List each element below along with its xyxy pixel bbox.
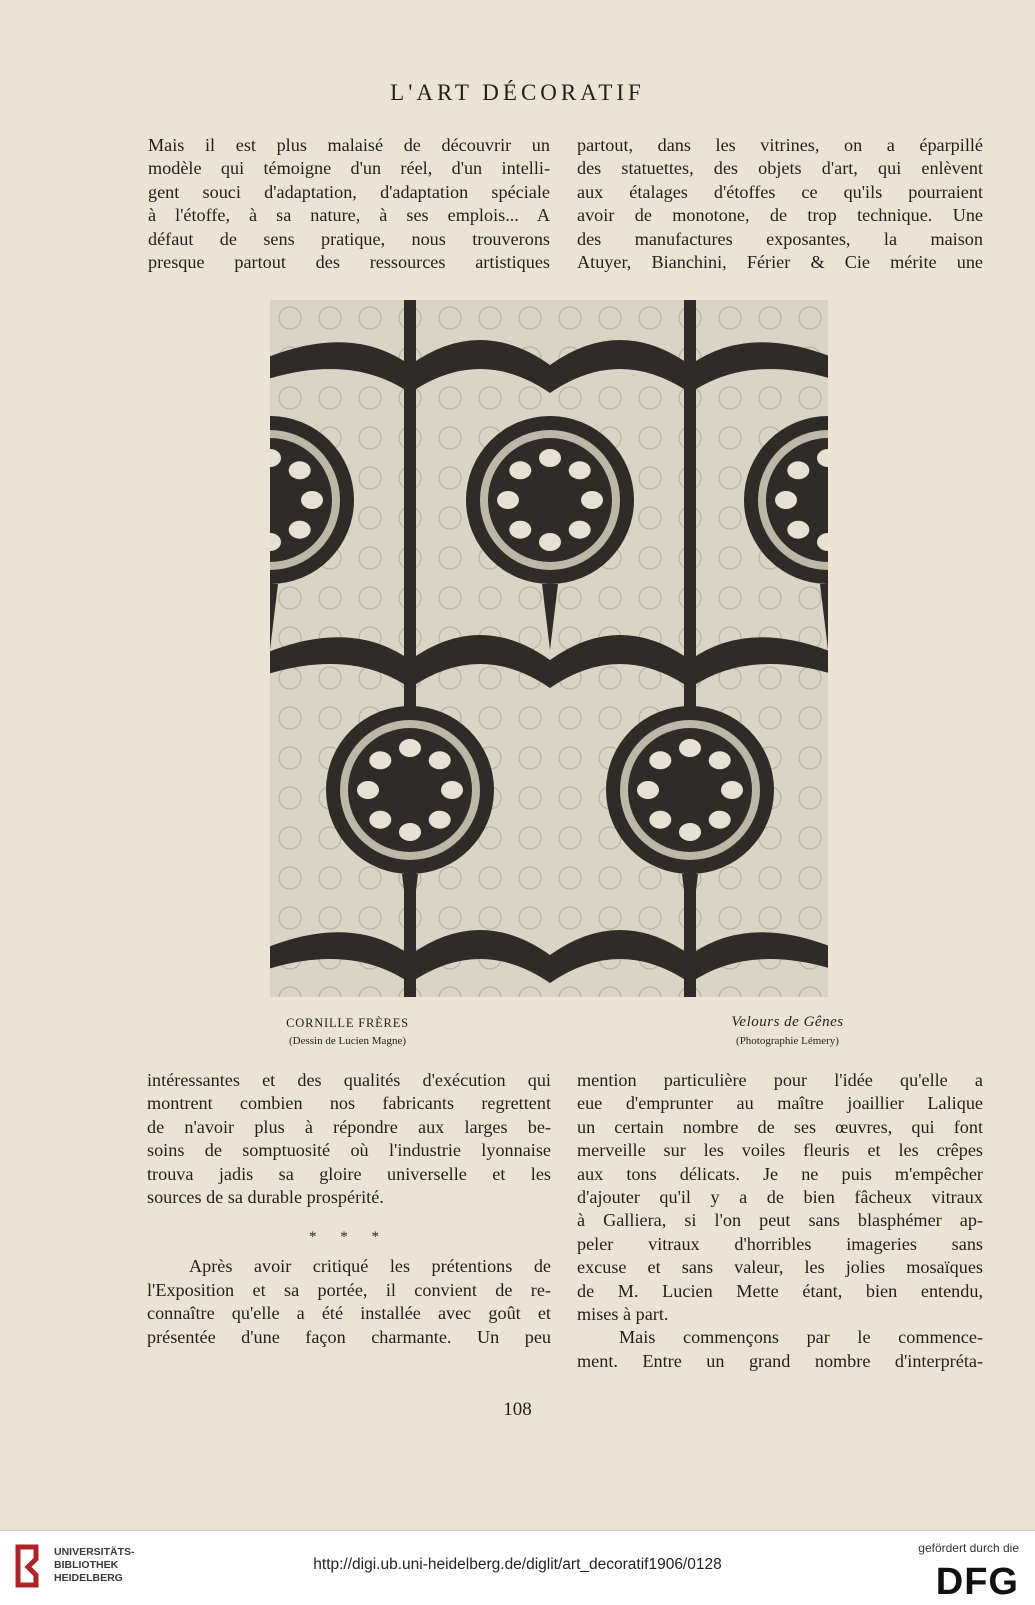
section-break-asterism: * * * [309, 1229, 389, 1246]
text-line: Mais commençons par le commence- [619, 1327, 983, 1348]
permalink-url[interactable]: http://digi.ub.uni-heidelberg.de/diglit/art_decoratif1906/0128 [313, 1556, 722, 1573]
column-top-left [148, 134, 550, 274]
text-line: excuse et sans valeur, les jolies mosaïques [577, 1257, 983, 1278]
rosette-petal [369, 751, 391, 769]
rosette-petal [429, 811, 451, 829]
rosette-petal [679, 739, 701, 757]
rosette-petal [509, 461, 531, 479]
viewer-footer-bar [0, 1530, 1035, 1605]
text-line: Atuyer, Bianchini, Férier & Cie mérite une [577, 252, 983, 273]
caption-photographer: (Photographie Lémery) [736, 1035, 839, 1047]
rosette-petal [637, 781, 659, 799]
text-line: aux étalages d'étoffes ce qu'ils pourraient [577, 181, 983, 202]
rosette-petal [399, 823, 421, 841]
caption-right [680, 1016, 895, 1047]
text-line: de M. Lucien Mette étant, bien entendu, [577, 1280, 983, 1301]
text-line: d'ajouter qu'il y a de bien fâcheux vitraux [577, 1187, 983, 1208]
rosette-petal [369, 811, 391, 829]
column-bottom-right [577, 1069, 983, 1373]
caption-left [240, 1016, 455, 1047]
text-line: l'Exposition et sa portée, il convient de re- [147, 1279, 551, 1300]
dfg-logo: DFG [935, 1561, 1019, 1603]
rosette-petal [569, 461, 591, 479]
rosette-petal [289, 521, 311, 539]
rosette-petal [399, 739, 421, 757]
fabric-plate-image [270, 300, 828, 997]
column-bottom-left [147, 1069, 551, 1349]
text-line: ment. Entre un grand nombre d'interpréta- [577, 1350, 983, 1371]
library-name: UNIVERSITÄTS- BIBLIOTHEK HEIDELBERG [54, 1546, 135, 1584]
text-line: des statuettes, des objets d'art, qui enlèvent [577, 158, 983, 179]
text-line: merveille sur les voiles fleuris et les crêpes [577, 1140, 983, 1161]
text-line: à Galliera, si l'on peut sans blasphémer ap- [577, 1210, 983, 1231]
rosette-petal [357, 781, 379, 799]
text-line: à l'étoffe, à sa nature, à ses emplois... A [148, 205, 550, 226]
text-line: intéressantes et des qualités d'exécution qui [147, 1070, 551, 1090]
text-line: Après avoir critiqué les prétentions de [189, 1256, 551, 1277]
rosette-petal [569, 521, 591, 539]
text-line: un certain nombre de ses œuvres, qui font [577, 1116, 983, 1137]
rosette-petal [539, 449, 561, 467]
text-line: sources de sa durable prospérité. [147, 1187, 384, 1208]
velours-pattern-illustration [270, 300, 828, 997]
funding-label: gefördert durch die [918, 1541, 1019, 1555]
rosette-petal [539, 533, 561, 551]
rosette-petal [429, 751, 451, 769]
running-head: L'ART DÉCORATIF [390, 80, 645, 105]
text-line: eue d'emprunter au maître joaillier Lalique [577, 1093, 983, 1114]
caption-title: Velours de Gênes [731, 1014, 844, 1030]
text-line: montrent combien nos fabricants regrettent [147, 1093, 551, 1114]
text-line: défaut de sens pratique, nous trouverons [148, 228, 550, 249]
text-line: trouva jadis sa gloire universelle et les [147, 1163, 551, 1184]
column-top-right [577, 134, 983, 274]
rosette-petal [581, 491, 603, 509]
text-line: modèle qui témoigne d'un réel, d'un intelli- [148, 158, 550, 179]
text-line: aux tons délicats. Je ne puis m'empêcher [577, 1163, 983, 1184]
text-line: des manufactures exposantes, la maison [577, 228, 983, 249]
rosette-petal [441, 781, 463, 799]
rosette-petal [787, 461, 809, 479]
rosette-petal [649, 811, 671, 829]
text-line: presque partout des ressources artistiques [148, 252, 550, 273]
text-line: connaître qu'elle a été installée avec goût et [147, 1303, 551, 1324]
rosette-petal [301, 491, 323, 509]
rosette-petal [289, 461, 311, 479]
caption-manufacturer: CORNILLE FRÈRES [286, 1016, 409, 1030]
text-line: mention particulière pour l'idée qu'elle a [577, 1070, 983, 1090]
rosette-petal [709, 811, 731, 829]
rosette-petal [497, 491, 519, 509]
rosette-petal [679, 823, 701, 841]
text-line: présentée d'une façon charmante. Un peu [147, 1326, 551, 1347]
rosette-petal [787, 521, 809, 539]
text-line: partout, dans les vitrines, on a éparpillé [577, 135, 983, 155]
text-line: avoir de monotone, de trop technique. Une [577, 205, 983, 226]
text-line: peler vitraux d'horribles imageries sans [577, 1233, 983, 1254]
text-line: Mais il est plus malaisé de découvrir un [148, 135, 550, 155]
text-line: mises à part. [577, 1304, 669, 1325]
rosette-petal [721, 781, 743, 799]
rosette-petal [509, 521, 531, 539]
caption-designer: (Dessin de Lucien Magne) [289, 1035, 406, 1047]
page-number: 108 [503, 1399, 532, 1420]
rosette-petal [649, 751, 671, 769]
rosette-petal [775, 491, 797, 509]
text-line: soins de somptuosité où l'industrie lyonnaise [147, 1140, 551, 1161]
text-line: gent souci d'adaptation, d'adaptation spéciale [148, 181, 550, 202]
rosette-petal [709, 751, 731, 769]
text-line: de n'avoir plus à répondre aux larges be- [147, 1116, 551, 1137]
